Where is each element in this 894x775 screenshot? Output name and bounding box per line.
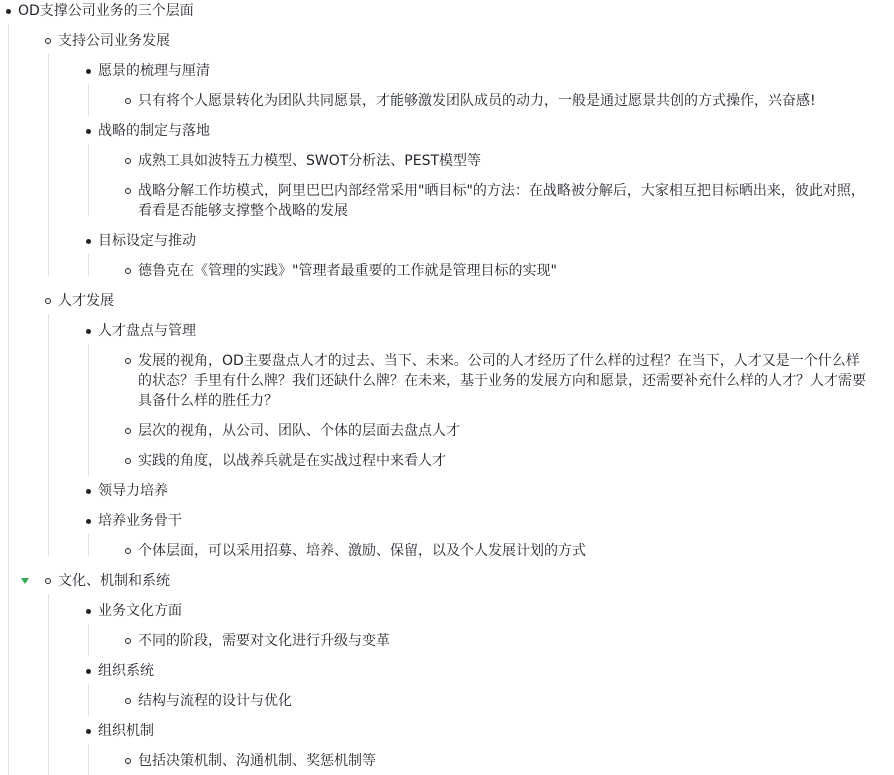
bullet-dot[interactable] (45, 298, 51, 304)
detail-item[interactable]: 包括决策机制、沟通机制、奖惩机制等 (138, 753, 376, 769)
guide-line (88, 84, 89, 116)
guide-line (88, 144, 89, 216)
topic-title[interactable]: 人才盘点与管理 (98, 323, 196, 339)
bullet-dot[interactable] (86, 329, 91, 334)
bullet-dot[interactable] (125, 98, 131, 104)
topic-title[interactable]: 业务文化方面 (98, 603, 182, 619)
topic-title[interactable]: 培养业务骨干 (98, 513, 182, 529)
guide-line (48, 594, 49, 775)
bullet-dot[interactable] (125, 188, 131, 194)
bullet-dot[interactable] (86, 69, 91, 74)
section-title[interactable]: 支持公司业务发展 (58, 33, 170, 49)
topic-title[interactable]: 战略的制定与落地 (98, 123, 210, 139)
bullet-dot[interactable] (86, 489, 91, 494)
guide-line (48, 54, 49, 276)
topic-title[interactable]: 组织系统 (98, 663, 154, 679)
guide-line (88, 534, 89, 556)
bullet-dot[interactable] (125, 458, 131, 464)
bullet-dot[interactable] (125, 638, 131, 644)
topic-title[interactable]: 领导力培养 (98, 483, 168, 499)
detail-item[interactable]: 层次的视角，从公司、团队、个体的层面去盘点人才 (138, 423, 460, 439)
guide-line (88, 744, 89, 775)
guide-line (88, 254, 89, 276)
bullet-dot[interactable] (125, 548, 131, 554)
topic-title[interactable]: 目标设定与推动 (98, 233, 196, 249)
bullet-dot[interactable] (86, 669, 91, 674)
detail-item[interactable]: 发展的视角，OD主要盘点人才的过去、当下、未来。公司的人才经历了什么样的过程？在当下，人才又是一个什么样的状态？手里有什么牌？我们还缺什么牌？在未来，基于业务的发展方向和愿景，还需要补充什么样的人才？人才需要具备什么样的胜任力？ (138, 353, 866, 409)
guide-line (48, 314, 49, 556)
guide-line (88, 344, 89, 476)
bullet-dot[interactable] (125, 758, 131, 764)
detail-item[interactable]: 只有将个人愿景转化为团队共同愿景，才能够激发团队成员的动力，一般是通过愿景共创的方式操作，兴奋感! (138, 93, 816, 109)
guide-line (88, 624, 89, 656)
bullet-dot[interactable] (86, 609, 91, 614)
detail-item[interactable]: 个体层面，可以采用招募、培养、激励、保留，以及个人发展计划的方式 (138, 543, 586, 559)
bullet-dot[interactable] (125, 698, 131, 704)
detail-item[interactable]: 实践的角度，以战养兵就是在实战过程中来看人才 (138, 453, 446, 469)
topic-title[interactable]: 组织机制 (98, 723, 154, 739)
guide-line (8, 24, 9, 775)
bullet-dot[interactable] (125, 428, 131, 434)
detail-item[interactable]: 战略分解工作坊模式，阿里巴巴内部经常采用"晒目标"的方法：在战略被分解后，大家相互把目标晒出来，彼此对照，看看是否能够支撑整个战略的发展 (138, 183, 865, 219)
detail-item[interactable]: 德鲁克在《管理的实践》"管理者最重要的工作就是管理目标的实现" (138, 263, 557, 279)
bullet-dot[interactable] (86, 129, 91, 134)
bullet-dot[interactable] (86, 519, 91, 524)
bullet-dot[interactable] (125, 268, 131, 274)
caret-down-icon[interactable] (21, 578, 29, 584)
bullet-dot[interactable] (6, 9, 11, 14)
bullet-dot[interactable] (45, 578, 51, 584)
topic-title[interactable]: 愿景的梳理与厘清 (98, 63, 210, 79)
section-title[interactable]: 人才发展 (58, 293, 114, 309)
bullet-dot[interactable] (86, 729, 91, 734)
section-title[interactable]: 文化、机制和系统 (58, 573, 170, 589)
bullet-dot[interactable] (125, 158, 131, 164)
detail-item[interactable]: 结构与流程的设计与优化 (138, 693, 292, 709)
bullet-dot[interactable] (45, 38, 51, 44)
detail-item[interactable]: 不同的阶段，需要对文化进行升级与变革 (138, 633, 390, 649)
bullet-dot[interactable] (125, 358, 131, 364)
bullet-dot[interactable] (86, 239, 91, 244)
outline-root-title[interactable]: OD支撑公司业务的三个层面 (18, 3, 194, 19)
guide-line (88, 684, 89, 716)
detail-item[interactable]: 成熟工具如波特五力模型、SWOT分析法、PEST模型等 (138, 153, 482, 169)
